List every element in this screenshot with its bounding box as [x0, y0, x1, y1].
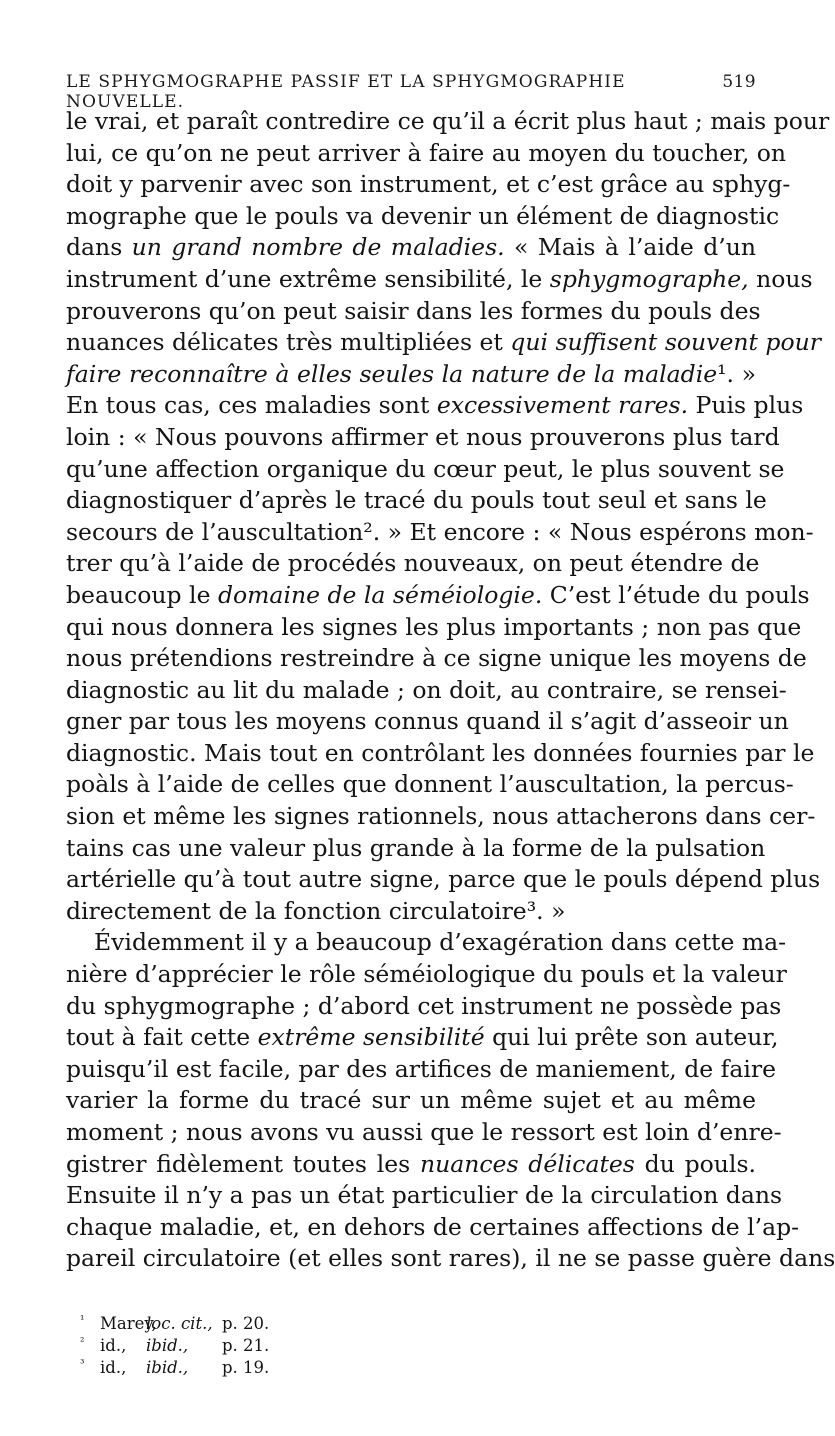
italic-text: faire reconnaître à elles seules la nature de la maladie	[66, 359, 718, 388]
text-line	[66, 1022, 779, 1054]
footnote-number: ¹	[80, 1312, 85, 1326]
text-line	[66, 485, 767, 517]
text-segment: doit y parvenir avec son instrument, et c’est grâce au sphyg-	[66, 170, 791, 199]
text-line	[66, 138, 787, 170]
text-segment: du pouls.	[634, 1149, 756, 1178]
text-segment: pareil circulatoire (et elles sont rares), il ne se passe guère dans	[66, 1244, 835, 1273]
text-segment: moment ; nous avons vu aussi que le ressort est loin d’enre-	[66, 1118, 782, 1146]
text-line	[66, 833, 766, 865]
text-line	[66, 801, 816, 833]
text-line	[66, 1243, 835, 1275]
footnote-reference: ibid.,	[146, 1335, 189, 1355]
text-line	[66, 612, 802, 644]
text-segment: directement de la fonction circulatoire³. »	[66, 896, 566, 925]
text-line	[66, 548, 760, 580]
body-text	[66, 106, 835, 1275]
italic-text: extrême sensibilité	[257, 1023, 485, 1052]
text-segment: lui, ce qu’on ne peut arriver à faire au moyen du toucher, on	[66, 138, 787, 167]
text-segment: puisqu’il est facile, par des artifices de maniement, de faire	[66, 1054, 777, 1083]
italic-text: un grand nombre de maladies.	[131, 233, 505, 262]
running-header	[66, 72, 756, 112]
footnote-page: p. 20.	[222, 1313, 270, 1333]
text-segment: artérielle qu’à tout autre signe, parce que le pouls dépend plus	[66, 865, 821, 894]
text-line	[66, 1085, 756, 1117]
text-line	[66, 390, 804, 422]
italic-text: nuances délicates	[419, 1149, 635, 1178]
text-segment: trer qu’à l’aide de procédés nouveaux, on peut étendre de	[66, 549, 760, 578]
italic-text: excessivement rares.	[436, 391, 689, 420]
text-segment: chaque maladie, et, en dehors de certaines affections de l’ap-	[66, 1212, 800, 1241]
text-segment: nière d’apprécier le rôle séméiologique du pouls et la valeur	[66, 960, 787, 989]
text-line	[66, 169, 791, 201]
text-line	[66, 1054, 777, 1086]
text-segment: C’est l’étude du pouls	[542, 580, 810, 609]
text-segment: qui lui prête son auteur,	[484, 1023, 779, 1052]
text-segment: En tous cas, ces maladies sont	[66, 391, 437, 420]
text-segment: ¹. »	[717, 359, 756, 388]
text-line	[66, 296, 761, 328]
text-segment: nous	[748, 264, 813, 293]
text-line	[66, 201, 780, 233]
text-line	[66, 327, 821, 359]
text-line	[66, 675, 787, 707]
text-line	[66, 580, 810, 612]
text-line	[66, 454, 785, 486]
text-line	[66, 1117, 782, 1149]
footnote-number: ²	[80, 1334, 85, 1348]
text-segment: tout à fait cette	[66, 1023, 258, 1052]
footnote-reference: ibid.,	[146, 1357, 189, 1377]
text-line	[66, 959, 787, 991]
text-line	[66, 1180, 783, 1212]
italic-text: domaine de la séméiologie.	[217, 580, 543, 609]
text-segment: prouverons qu’on peut saisir dans les formes du pouls des	[66, 296, 761, 325]
italic-text: qui suffisent souvent pour	[510, 328, 821, 357]
italic-text: sphygmographe,	[549, 264, 749, 293]
text-segment: qui nous donnera les signes les plus importants ; non pas que	[66, 612, 802, 641]
text-segment: le vrai, et paraît contredire ce qu’il a écrit plus haut ; mais pour	[66, 107, 830, 135]
text-line	[66, 896, 756, 928]
footnote	[80, 1357, 756, 1379]
book-page	[66, 72, 835, 1379]
text-line	[66, 927, 787, 959]
text-segment: Évidemment il y a beaucoup d’exagération dans cette ma-	[94, 928, 787, 957]
text-line	[66, 738, 815, 770]
text-segment: diagnostic. Mais tout en contrôlant les données fournies par le	[66, 738, 815, 767]
text-line	[66, 706, 789, 738]
text-segment: varier la forme du tracé sur un même sujet et au même	[66, 1086, 756, 1115]
text-line	[66, 106, 830, 138]
footnote-author: id.,	[100, 1357, 127, 1377]
text-segment: diagnostiquer d’après le tracé du pouls tout seul et sans le	[66, 486, 767, 515]
footnotes	[66, 1313, 756, 1379]
text-line	[66, 864, 821, 896]
text-segment: du sphygmographe ; d’abord cet instrument ne possède pas	[66, 991, 782, 1020]
text-line	[66, 1212, 800, 1244]
footnote-number: ³	[80, 1356, 85, 1370]
running-title: LE SPHYGMOGRAPHE PASSIF ET LA SPHYGMOGRAPHIE NOUVELLE.	[66, 72, 626, 112]
text-segment: beaucoup le	[66, 580, 218, 609]
text-line	[66, 264, 813, 296]
text-line	[66, 769, 794, 801]
text-line	[66, 991, 782, 1023]
footnote-reference: loc. cit.,	[146, 1313, 213, 1333]
footnote-author: Marey,	[100, 1313, 157, 1333]
text-line	[66, 1149, 756, 1181]
text-segment: Puis plus	[688, 391, 804, 420]
text-segment: gistrer fidèlement toutes les	[66, 1149, 420, 1178]
text-segment: gner par tous les moyens connus quand il s’agit d’asseoir un	[66, 707, 789, 736]
footnote-page: p. 19.	[222, 1357, 270, 1377]
text-segment: secours de l’auscultation². » Et encore : « Nous espérons mon-	[66, 517, 814, 546]
text-segment: diagnostic au lit du malade ; on doit, au contraire, se rensei-	[66, 675, 787, 704]
text-segment: dans	[66, 233, 132, 262]
footnote-author: id.,	[100, 1335, 127, 1355]
text-segment: qu’une affection organique du cœur peut, le plus souvent se	[66, 454, 785, 483]
footnote	[80, 1335, 756, 1357]
text-line	[66, 232, 756, 264]
text-line	[66, 517, 814, 549]
text-segment: poàls à l’aide de celles que donnent l’auscultation, la percus-	[66, 770, 794, 799]
text-segment: instrument d’une extrême sensibilité, le	[66, 264, 550, 293]
text-line	[66, 643, 807, 675]
text-segment: mographe que le pouls va devenir un élément de diagnostic	[66, 201, 780, 230]
text-line	[66, 359, 756, 391]
text-segment: nuances délicates très multipliées et	[66, 328, 511, 357]
page-number: 519	[722, 72, 756, 92]
text-segment: loin : « Nous pouvons affirmer et nous prouverons plus tard	[66, 422, 780, 451]
footnote-page: p. 21.	[222, 1335, 270, 1355]
text-line	[66, 422, 780, 454]
text-segment: Ensuite il n’y a pas un état particulier de la circulation dans	[66, 1181, 783, 1210]
text-segment: nous prétendions restreindre à ce signe unique les moyens de	[66, 644, 807, 673]
text-segment: tains cas une valeur plus grande à la forme de la pulsation	[66, 833, 766, 862]
text-segment: « Mais à l’aide d’un	[504, 233, 756, 262]
text-segment: sion et même les signes rationnels, nous attacherons dans cer-	[66, 802, 816, 831]
footnote	[80, 1313, 756, 1335]
